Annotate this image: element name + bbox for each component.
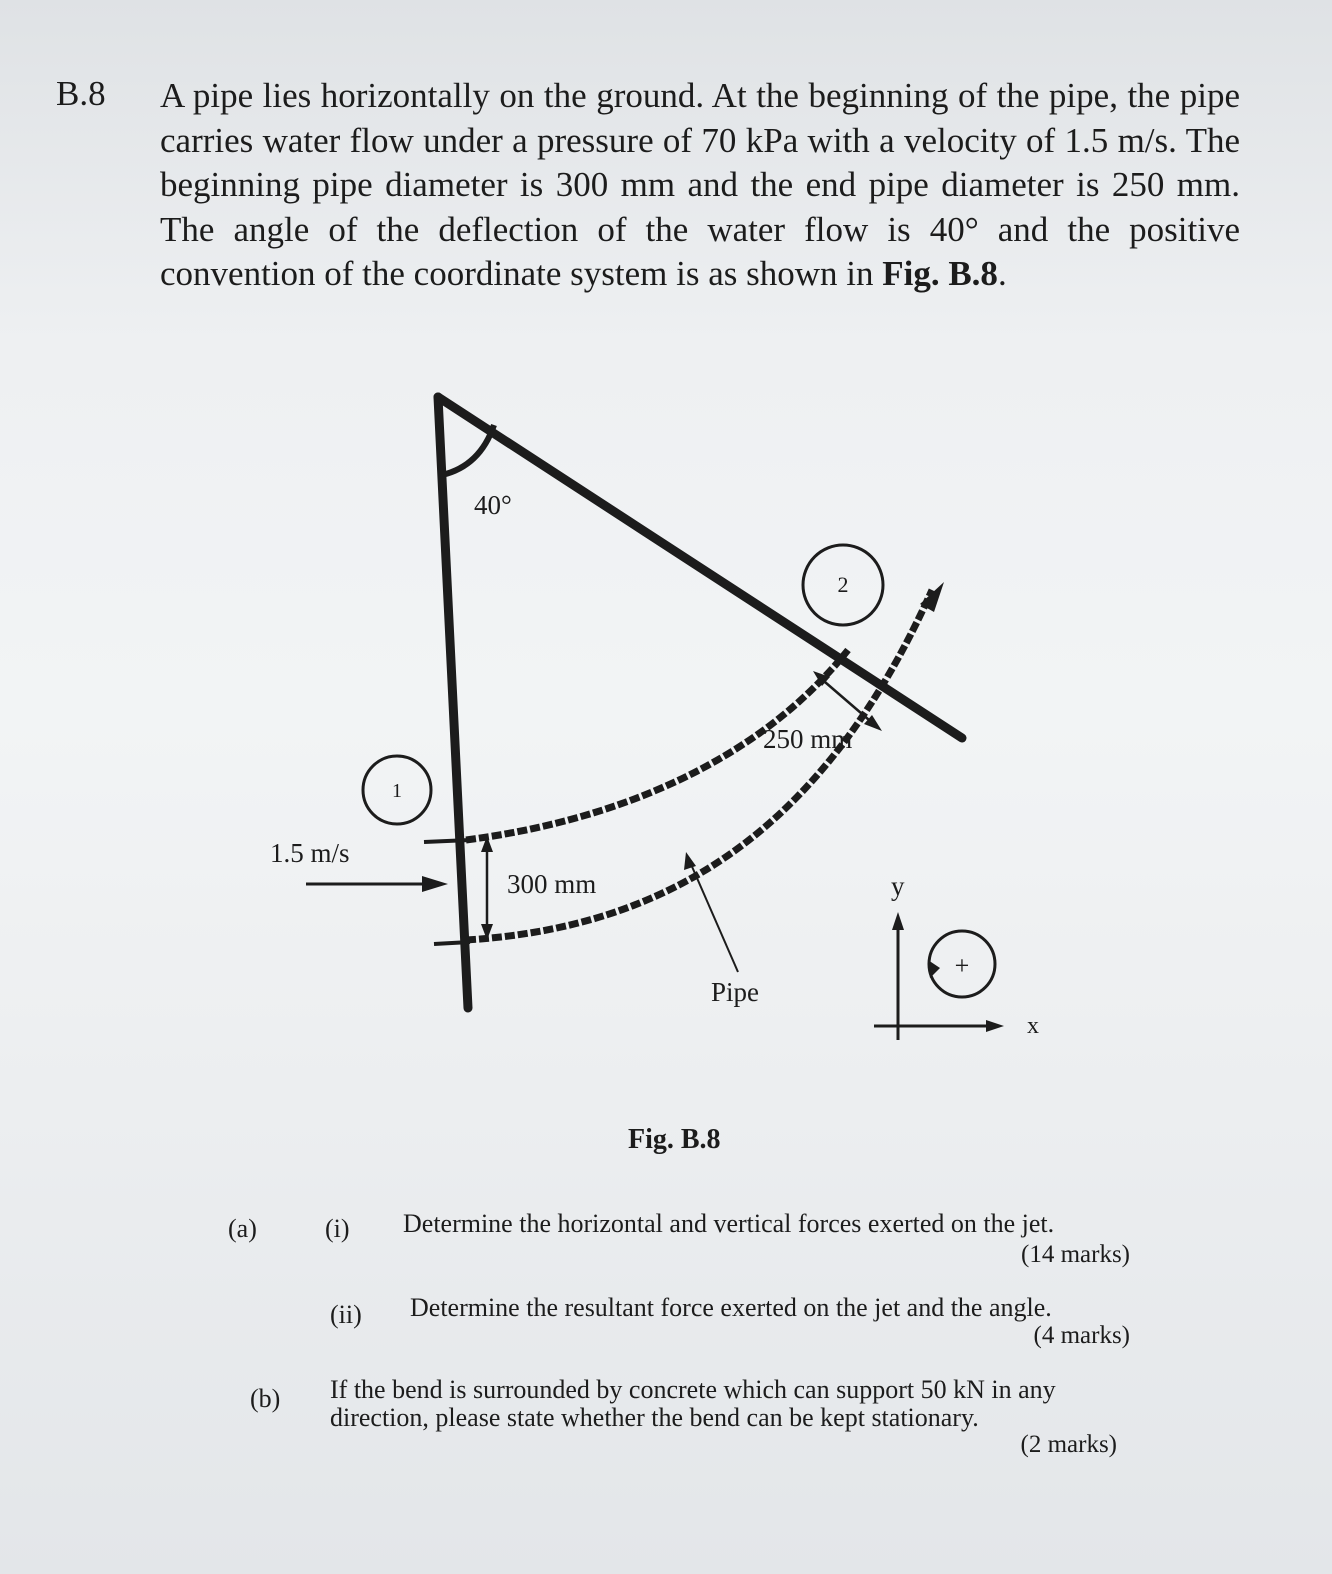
pipe-leader-line bbox=[690, 862, 738, 972]
inlet-diameter-label: 300 mm bbox=[507, 869, 597, 899]
part-a-label: (a) bbox=[228, 1214, 257, 1243]
section-1-label: 1 bbox=[392, 780, 402, 802]
pipe-bend-diagram bbox=[0, 380, 1332, 1100]
outlet-diameter-dimension bbox=[818, 676, 876, 726]
question-number: B.8 bbox=[56, 74, 106, 113]
intro-text: A pipe lies horizontally on the ground. At the beginning of the pipe, the pipe carries water flow under a pressure of 70 kPa with a velocity of 1.5 m/s. The beginning pipe diameter is 300 mm and the end pipe diameter is 250 mm. The angle of the deflection of the water flow is 40° and the positive convention of the coordinate system is as shown in bbox=[160, 76, 1240, 293]
y-axis-arrowhead bbox=[892, 912, 904, 930]
sign-convention-arrowhead bbox=[928, 960, 940, 978]
pipe-label: Pipe bbox=[711, 977, 760, 1007]
part-a-i-text: Determine the horizontal and vertical forces exerted on the jet. bbox=[403, 1209, 1055, 1238]
vertical-reference-line bbox=[438, 397, 468, 1008]
figure-caption: Fig. B.8 bbox=[628, 1124, 721, 1155]
part-a-ii-text: Determine the resultant force exerted on the jet and the angle. bbox=[410, 1293, 1052, 1322]
inlet-velocity-arrowhead bbox=[422, 876, 448, 892]
part-a-i-label: (i) bbox=[325, 1214, 350, 1243]
intro-figure-reference: Fig. B.8 bbox=[882, 254, 998, 293]
part-b-label: (b) bbox=[250, 1384, 281, 1413]
intro-end: . bbox=[997, 254, 1007, 293]
sign-convention-label: + bbox=[954, 951, 970, 980]
question-intro bbox=[160, 74, 1240, 297]
velocity-label: 1.5 m/s bbox=[270, 838, 350, 868]
outlet-diameter-label: 250 mm bbox=[763, 724, 853, 754]
part-b-marks: (2 marks) bbox=[1020, 1431, 1117, 1458]
part-a-ii-label: (ii) bbox=[330, 1300, 362, 1329]
part-a-ii-marks: (4 marks) bbox=[1033, 1322, 1130, 1349]
section-2-label: 2 bbox=[837, 572, 849, 597]
inlet-cap-bottom bbox=[434, 942, 470, 944]
x-axis-label: x bbox=[1027, 1013, 1039, 1039]
x-axis-arrowhead bbox=[986, 1020, 1004, 1032]
part-b-text: If the bend is surrounded by concrete which can support 50 kN in any direction, please state whether the bend can be kept stationary. bbox=[330, 1375, 1056, 1432]
inlet-cap-top bbox=[424, 840, 470, 842]
y-axis-label: y bbox=[891, 871, 905, 901]
part-a-i-marks: (14 marks) bbox=[1021, 1241, 1130, 1268]
angle-label: 40° bbox=[474, 490, 512, 520]
pipe-leader-arrowhead bbox=[684, 852, 696, 870]
